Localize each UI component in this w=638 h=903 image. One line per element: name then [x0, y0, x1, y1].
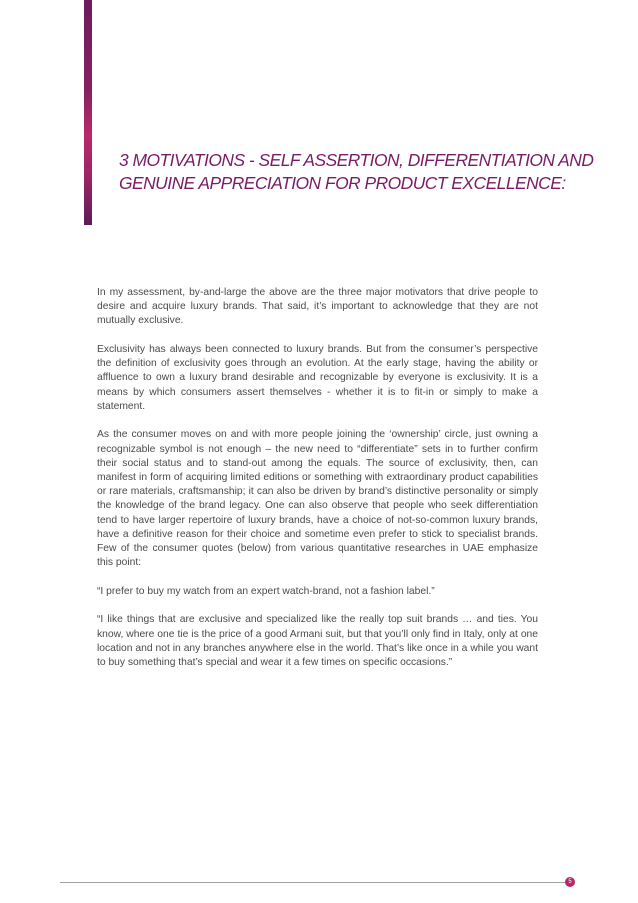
section-heading	[119, 149, 609, 195]
consumer-quote-2: “I like things that are exclusive and specialized like the really top suit brands … and ties. You know, where one tie is the price of a good Armani suit, but that you’ll only find in Italy, only at one location and not in any branches anywhere else in the world. That’s like once in a while you want to buy something that’s special and wear it a few times on specific occasions.”	[97, 614, 538, 669]
page-number: 5	[565, 877, 575, 887]
paragraph-intro: In my assessment, by-and-large the above are the three major motivators that drive people to desire and acquire luxury brands. That said, it’s important to acknowledge that they are not mutually exclusive.	[97, 287, 538, 327]
paragraph-exclusivity: Exclusivity has always been connected to luxury brands. But from the consumer’s perspective the definition of exclusivity goes through an evolution. At the early stage, having the ability or affluence to own a luxury brand desirable and recognizable by everyone is exclusivity. It is a means by which consumers assert themselves - whether it is to fit-in or simply to make a statement.	[97, 344, 538, 412]
heading-line-1: 3 MOTIVATIONS - SELF ASSERTION, DIFFERENTIATION AND	[119, 150, 594, 170]
accent-bar	[84, 0, 92, 225]
footer-rule	[60, 882, 565, 883]
paragraph-differentiation: As the consumer moves on and with more people joining the ‘ownership’ circle, just owning a recognizable symbol is not enough – the new need to “differentiate” sets in to further confirm their social status and to stand-out among the equals. The source of exclusivity, then, can manifest in form of acquiring limited editions or something with extraordinary product capabilities or rare materials, craftsmanship; it can also be driven by brand’s distinctive personality or simply the knowledge of the brand legacy. One can also observe that people who seek differentiation tend to have larger repertoire of luxury brands, have a choice of not-so-common luxury brands, have a definitive reason for their choice and sometime even prefer to stick to specialist brands. Few of the consumer quotes (below) from various quantitative researches in UAE emphasize this point:	[97, 429, 538, 569]
heading-line-2: GENUINE APPRECIATION FOR PRODUCT EXCELLENCE:	[119, 173, 566, 193]
consumer-quote-1: “I prefer to buy my watch from an expert watch-brand, not a fashion label.”	[97, 585, 435, 597]
body-text	[97, 286, 538, 685]
